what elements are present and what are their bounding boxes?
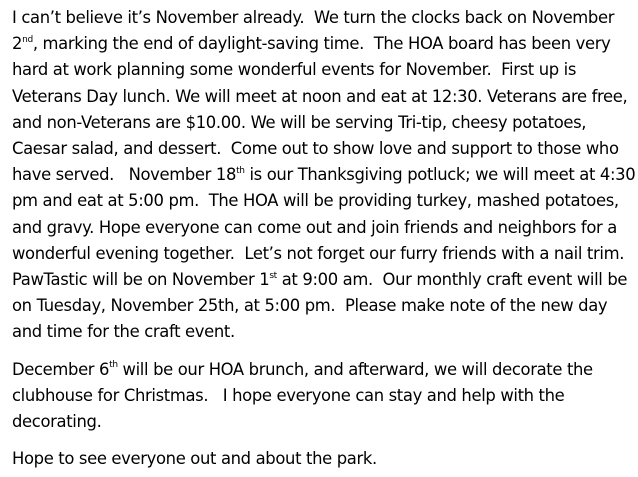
text-line [12, 383, 638, 409]
ordinal-suffix: st [269, 270, 277, 281]
text-line [12, 31, 638, 57]
text-segment: Veterans Day lunch. We will meet at noon and eat at 12:30. Veterans are free, [12, 86, 628, 106]
text-segment: decorating. [12, 412, 102, 432]
paragraph-1 [12, 5, 638, 346]
text-segment: on Tuesday, November 25th, at 5:00 pm. Please make note of the new day [12, 296, 608, 316]
text-line [12, 136, 638, 162]
text-segment: will be our HOA brunch, and afterward, we will decorate the [117, 359, 593, 379]
text-line [12, 215, 638, 241]
text-segment: wonderful evening together. Let’s not forget our furry friends with a nail trim. [12, 243, 625, 263]
text-line [12, 57, 638, 83]
text-line [12, 409, 638, 435]
text-line [12, 84, 638, 110]
text-segment: clubhouse for Christmas. I hope everyone can stay and help with the [12, 385, 565, 405]
text-segment: Caesar salad, and dessert. Come out to show love and support to those who [12, 139, 619, 159]
text-line [12, 319, 638, 345]
text-line [12, 162, 638, 188]
text-segment: , marking the end of daylight-saving time. The HOA board has been very [32, 34, 611, 54]
ordinal-suffix: th [109, 360, 118, 371]
text-segment: is our Thanksgiving potluck; we will meet at 4:30 [244, 165, 636, 185]
paragraph-gap [12, 346, 638, 357]
ordinal-suffix: nd [22, 34, 33, 45]
text-segment: and non-Veterans are $10.00. We will be serving Tri-tip, cheesy potatoes, [12, 112, 587, 132]
text-segment: December 6 [12, 359, 110, 379]
text-line [12, 5, 638, 31]
text-segment: 2 [12, 34, 23, 54]
text-segment: and time for the craft event. [12, 322, 235, 342]
paragraph-gap [12, 435, 638, 446]
text-line [12, 241, 638, 267]
text-line [12, 267, 638, 293]
text-segment: have served. November 18 [12, 165, 237, 185]
document-body [12, 5, 638, 472]
text-segment: PawTastic will be on November 1 [12, 270, 270, 290]
text-line [12, 110, 638, 136]
text-line [12, 446, 638, 472]
text-segment: pm and eat at 5:00 pm. The HOA will be providing turkey, mashed potatoes, [12, 191, 619, 211]
text-line [12, 293, 638, 319]
text-segment: and gravy. Hope everyone can come out and join friends and neighbors for a [12, 217, 617, 237]
paragraph-2 [12, 357, 638, 436]
text-segment: Hope to see everyone out and about the park. [12, 449, 377, 469]
text-line [12, 188, 638, 214]
ordinal-suffix: th [236, 165, 245, 176]
text-segment: hard at work planning some wonderful events for November. First up is [12, 60, 577, 80]
text-segment: at 9:00 am. Our monthly craft event will be [276, 270, 628, 290]
text-line [12, 357, 638, 383]
paragraph-3 [12, 446, 638, 472]
text-segment: I can’t believe it’s November already. We turn the clocks back on November [12, 8, 615, 27]
